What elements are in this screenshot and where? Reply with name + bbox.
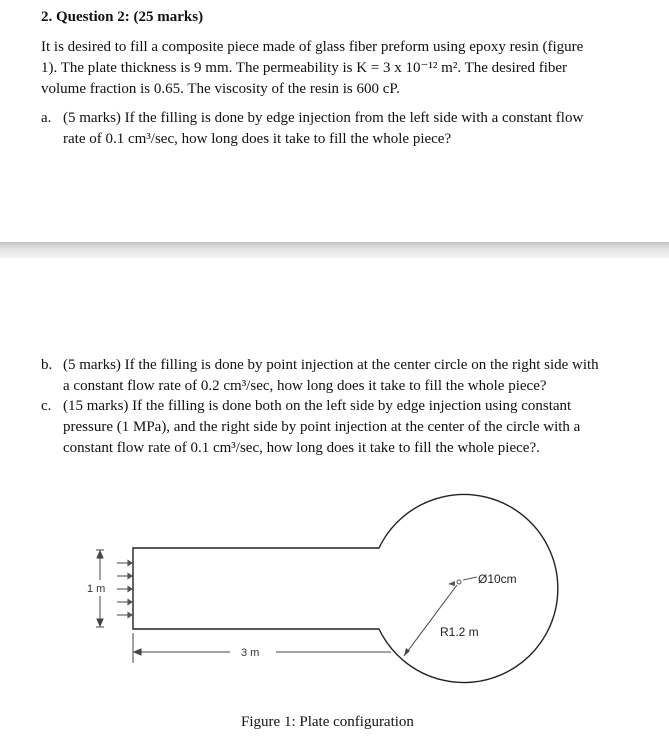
part-a-label: a. <box>41 110 52 126</box>
hole-label: Ø10cm <box>478 572 517 586</box>
hole-leader-arrow <box>448 581 455 586</box>
radius-line <box>404 585 457 656</box>
length-label: 3 m <box>241 647 260 659</box>
hole-leader <box>463 577 477 580</box>
part-c-label: c. <box>41 398 52 414</box>
question-title: 2. Question 2: (25 marks) <box>41 9 204 25</box>
intro-line: volume fraction is 0.65. The viscosity of the resin is 600 cP. <box>41 81 400 97</box>
edge-injection-arrows <box>117 561 132 618</box>
part-b-line: a constant flow rate of 0.2 cm³/sec, how long does it take to fill the whole piece? <box>63 378 547 394</box>
part-c-line: (15 marks) If the filling is done both on the left side by edge injection using constant <box>63 398 572 414</box>
radius-label: R1.2 m <box>440 625 479 639</box>
part-a-line: (5 marks) If the filling is done by edge injection from the left side with a constant flow <box>63 110 584 126</box>
part-c-line: constant flow rate of 0.1 cm³/sec, how long does it take to fill the whole piece?. <box>63 440 540 456</box>
intro-line: 1). The plate thickness is 9 mm. The permeability is K = 3 x 10⁻¹² m². The desired fiber <box>41 60 568 76</box>
part-b-line: (5 marks) If the filling is done by point injection at the center circle on the right side with <box>63 357 599 373</box>
injection-hole <box>457 580 461 584</box>
plate-outline <box>133 495 558 683</box>
part-c-line: pressure (1 MPa), and the right side by point injection at the center of the circle with a <box>63 419 581 435</box>
intro-line: It is desired to fill a composite piece made of glass fiber preform using epoxy resin (figure <box>41 39 584 55</box>
figure-caption: Figure 1: Plate configuration <box>241 714 414 730</box>
part-a-line: rate of 0.1 cm³/sec, how long does it take to fill the whole piece? <box>63 131 452 147</box>
part-b-label: b. <box>41 357 53 373</box>
length-dimension <box>133 633 391 663</box>
width-label: 1 m <box>87 583 106 595</box>
